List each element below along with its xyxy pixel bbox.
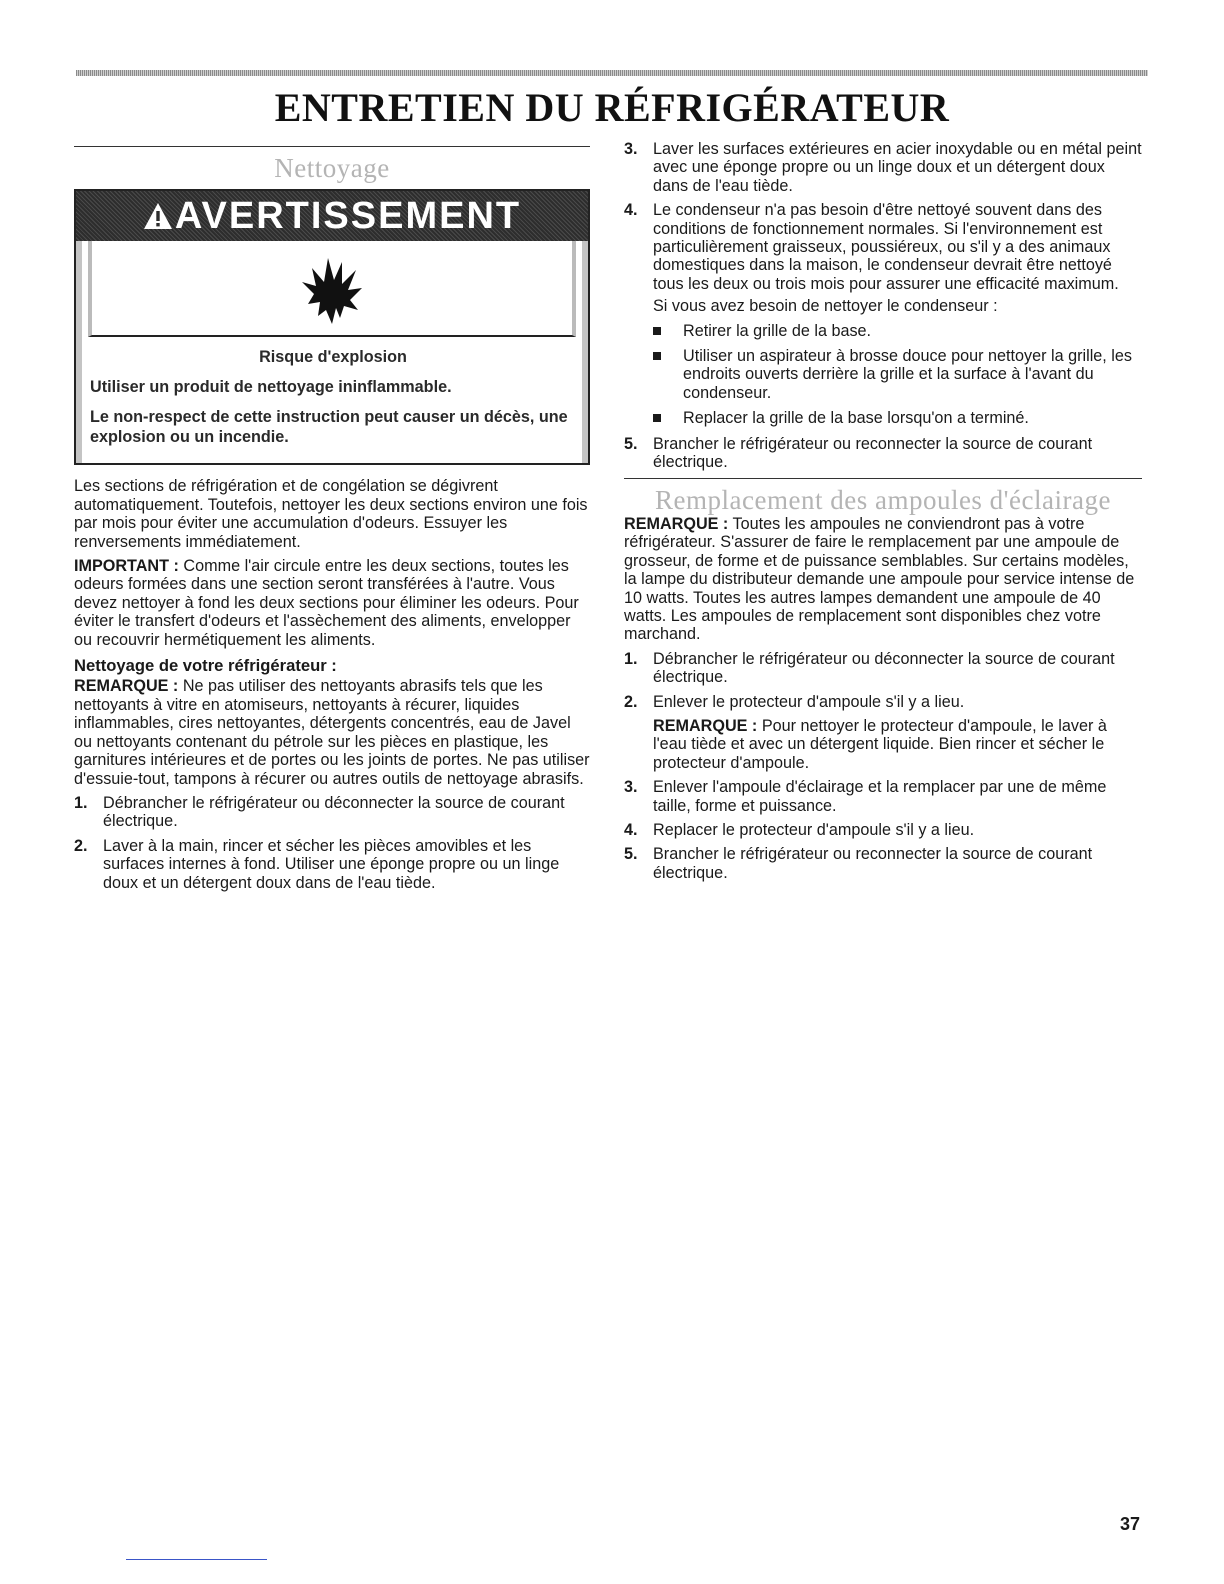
step-text: Débrancher le réfrigérateur ou déconnecter la source de courant électrique. [653,649,1115,687]
footer-link-rule [126,1559,267,1560]
intro-paragraph: Les sections de réfrigération et de congélation se dégivrent automatiquement. Toutefois, nettoyer les deux sections environ une fois par mois pour éviter une accumulation d'odeurs. Essuyer les renversements immédiatement. [74,477,588,551]
condenser-intro: Si vous avez besoin de nettoyer le condenseur : [653,297,998,316]
step-number: 5. [624,434,638,453]
warning-banner [76,191,588,241]
page-title: ENTRETIEN DU RÉFRIGÉRATEUR [274,85,950,130]
step-text: Replacer le protecteur d'ampoule s'il y a lieu. [653,821,975,839]
step-text: Brancher le réfrigérateur ou reconnecter la source de courant électrique. [653,434,1093,472]
right-steps-list [624,140,1142,316]
step-text: Débrancher le réfrigérateur ou déconnecter la source de courant électrique. [103,793,565,831]
list-item [624,435,1142,472]
section-rule [624,478,1142,479]
bulb-steps-list [624,650,1142,882]
step-text: Brancher le réfrigérateur ou reconnecter la source de courant électrique. [653,845,1093,882]
warning-box [74,189,590,465]
page-number: 37 [1120,1514,1141,1534]
explosion-icon [300,252,364,324]
remarque-label: REMARQUE : [653,716,758,735]
step-number: 2. [624,692,638,711]
warning-hazard: Risque d'explosion [259,348,407,367]
remarque-text: Toutes les ampoules ne conviendront pas à votre réfrigérateur. S'assurer de faire le remplacement par une ampoule de grosseur, de forme et de puissance semblables. Sur certains modèles, la lampe du distributeur demande une ampoule pour service intense de 10 watts. Toutes les autres lampes demandent une ampoule de 40 watts. Les ampoules de remplacement sont disponibles chez votre marchand. [624,514,1135,644]
list-item [624,693,1142,773]
step-number: 1. [624,649,638,668]
bulb-remarque-paragraph [624,515,1142,644]
warning-triangle-icon [143,202,173,230]
bullet-text: Replacer la grille de la base lorsqu'on a terminé. [683,409,1029,428]
list-item [74,794,590,831]
step-number: 1. [74,793,88,812]
step-text: Enlever le protecteur d'ampoule s'il y a lieu. [653,692,965,711]
step-number: 3. [624,140,638,158]
list-item [624,821,1142,839]
top-decorative-rule [76,70,1148,76]
step-text: Le condenseur n'a pas besoin d'être nettoyé souvent dans des conditions de fonctionnement normales. Si l'environnement est particulièrement graisseux, poussiéreux, ou s'il y a des animaux domestiques dans la maison, le condenseur devrait être nettoyé tous les deux ou trois mois pour assurer une efficacité maximum. [653,201,1119,293]
warning-image-area [88,241,576,337]
right-steps-list-cont [624,435,1142,472]
section-title-nettoyage: Nettoyage [274,153,390,183]
warning-body [76,241,588,463]
important-paragraph [74,557,590,649]
step-number: 3. [624,778,638,797]
warning-line-2: Le non-respect de cette instruction peut causer un décès, une explosion ou un incendie. [90,408,568,447]
list-item [653,322,1142,340]
bulb-cover-note [653,717,1142,772]
bullet-text: Utiliser un aspirateur à brosse douce pour nettoyer la grille, les endroits ouverts derrière la grille et la surface à l'avant du condenseur. [683,347,1132,402]
remarque-label: REMARQUE : [624,514,729,533]
bullet-square-icon [653,327,661,335]
remarque-label: REMARQUE : [74,677,179,696]
step-text: Laver à la main, rincer et sécher les pièces amovibles et les surfaces internes à fond. Utiliser une éponge propre ou un linge doux et un détergent doux dans de l'eau tiède. [103,836,560,892]
right-column [624,140,1142,888]
list-item [624,778,1142,815]
step-number: 2. [74,836,88,855]
condenser-bullets [653,322,1142,428]
important-label: IMPORTANT : [74,557,179,576]
list-item [653,347,1142,402]
remarque-paragraph [74,677,590,787]
warning-banner-label: AVERTISSEMENT [174,195,522,238]
list-item [624,650,1142,687]
step-text: Laver les surfaces extérieures en acier inoxydable ou en métal peint avec une éponge propre ou un linge doux et un détergent doux dans de l'eau tiède. [653,140,1142,195]
list-item [624,845,1142,882]
list-item [624,201,1142,315]
step-number: 4. [624,821,638,839]
step-text: Enlever l'ampoule d'éclairage et la remplacer par une de même taille, forme et puissance. [653,778,1107,815]
list-item [74,837,590,892]
bullet-square-icon [653,414,661,422]
left-steps-list [74,794,590,892]
bullet-square-icon [653,352,661,360]
bullet-text: Retirer la grille de la base. [683,321,872,340]
warning-line-1: Utiliser un produit de nettoyage ininflammable. [90,378,452,397]
warning-text [82,337,582,463]
section-rule [74,146,590,147]
step-number: 4. [624,201,638,220]
left-column [74,146,590,898]
remarque-text: Ne pas utiliser des nettoyants abrasifs tels que les nettoyants à vitre en atomiseurs, nettoyants à récurer, liquides inflammables, cires nettoyantes, détergents concentrés, eau de Javel ou nettoyants contenant du pétrole sur les pièces en plastique, les garnitures intérieures et de portes ou les joints de portes. Ne pas utiliser d'essuie-tout, tampons à récurer ou autres outils de nettoyage abrasifs. [74,677,590,788]
important-text: Comme l'air circule entre les deux sections, toutes les odeurs formées dans une section seront transférées à l'autre. Vous devez nettoyer à fond les deux sections pour éliminer les odeurs. Pour éviter le transfert d'odeurs et l'assèchement des aliments, envelopper ou recouvrir hermétiquement les aliments. [74,557,579,649]
step-number: 5. [624,845,638,864]
remarque-text: Pour nettoyer le protecteur d'ampoule, le laver à l'eau tiède et avec un détergent liquide. Bien rincer et sécher le protecteur d'ampoule. [653,716,1107,772]
list-item [653,409,1142,427]
section-title-ampoules: Remplacement des ampoules d'éclairage [655,484,1111,515]
cleaning-subhead: Nettoyage de votre réfrigérateur : [74,656,337,676]
list-item [624,140,1142,195]
